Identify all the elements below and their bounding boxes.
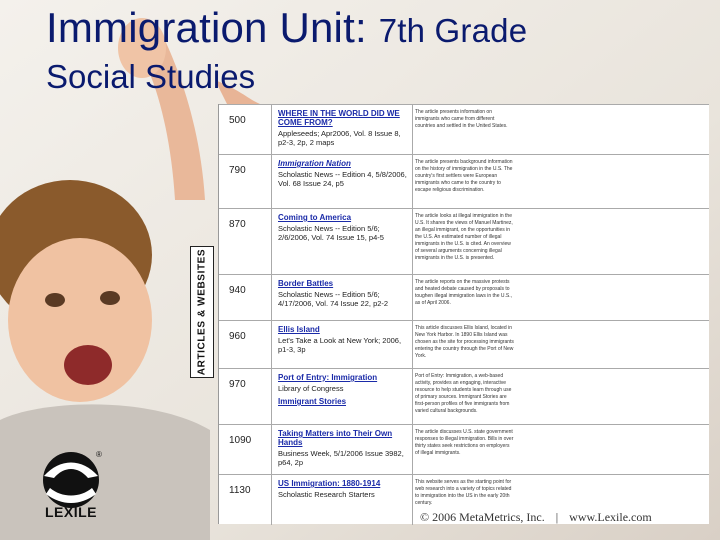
logo-text: LEXILE	[44, 504, 97, 520]
lexile-value: 960	[229, 331, 246, 342]
title-grade: 7th Grade	[378, 12, 528, 49]
article-link[interactable]: Immigrant Stories	[278, 397, 347, 406]
resource-cell	[271, 105, 413, 155]
table-row	[219, 368, 709, 425]
lexile-value: 1090	[229, 435, 252, 446]
page-subtitle: Social Studies	[46, 58, 256, 95]
resource-table	[218, 104, 709, 524]
lexile-value: 1130	[229, 485, 251, 496]
article-link[interactable]: Border Battles	[278, 279, 334, 288]
article-link[interactable]: Ellis Island	[278, 325, 320, 334]
article-source: Appleseeds; Apr2006, Vol. 8 Issue 8, p2-3, 2p, 2 maps	[278, 129, 401, 147]
table-row	[219, 208, 709, 275]
website-link[interactable]: www.Lexile.com	[569, 510, 652, 524]
article-description: The article looks at illegal immigration in the U.S. It shares the views of Manuel Martinez, an illegal immigrant, on the opportunities in the U.S. An estimated number of illegal immigrants in the U.S. is cited. An overview of several arguments concerning illegal immigrants in the U.S. is presented.	[415, 213, 513, 261]
copyright-text: © 2006 MetaMetrics, Inc.	[420, 510, 545, 524]
article-source: Library of Congress	[278, 384, 344, 393]
side-label-box	[190, 246, 214, 378]
resource-cell	[271, 425, 413, 475]
table-row	[219, 424, 709, 475]
article-description: The article presents information on immigrants who came from different countries and settled in the United States.	[415, 109, 508, 129]
article-link[interactable]: Coming to America	[278, 213, 352, 222]
article-description: The article presents background information on the history of immigration in the U.S. The country's first settlers were European immigrants who came to the country to escape religious discrimination.	[415, 159, 513, 193]
lexile-value: 970	[229, 379, 246, 390]
article-source: Business Week, 5/1/2006 Issue 3982, p64, 2p	[278, 449, 404, 467]
resource-cell	[271, 475, 413, 525]
table-row	[219, 154, 709, 209]
article-link[interactable]: Taking Matters into Their Own Hands	[278, 429, 393, 447]
article-description: Port of Entry: Immigration, a web-based activity, provides an engaging, interactive resource to help students learn through use of primary sources. Immigrant Stories are first-person profiles of five immigrants from varied cultural backgrounds.	[415, 373, 512, 414]
article-source: Let's Take a Look at New York; 2006, p1-3, 3p	[278, 336, 402, 354]
lexile-value: 870	[229, 219, 246, 230]
table-row	[219, 320, 709, 369]
footer	[420, 510, 652, 525]
registered-mark: ®	[96, 450, 102, 459]
resource-cell	[271, 209, 413, 275]
resource-cell	[271, 155, 413, 209]
table-row	[219, 104, 709, 155]
resource-cell	[271, 275, 413, 321]
lexile-value: 940	[229, 285, 246, 296]
title-main: Immigration Unit:	[46, 4, 367, 51]
resource-cell	[271, 369, 413, 425]
article-source: Scholastic News -- Edition 5/6; 2/6/2006, Vol. 74 Issue 15, p4-5	[278, 224, 384, 242]
article-link[interactable]: WHERE IN THE WORLD DID WE COME FROM?	[278, 109, 400, 127]
side-label: ARTICLES & WEBSITES	[196, 248, 208, 376]
footer-separator: |	[555, 510, 559, 524]
article-link[interactable]: Immigration Nation	[278, 159, 351, 168]
page-title	[46, 4, 527, 52]
lexile-value: 500	[229, 115, 246, 126]
lexile-value: 790	[229, 165, 246, 176]
article-source: Scholastic News -- Edition 5/6; 4/17/2006, Vol. 74 Issue 22, p2-2	[278, 290, 389, 308]
article-description: The article discusses U.S. state government responses to illegal immigration. Bills in over thirty states seek restrictions on employers of illegal immigrants.	[415, 429, 514, 456]
article-link[interactable]: US Immigration: 1880-1914	[278, 479, 381, 488]
table-row	[219, 274, 709, 321]
article-description: The article reports on the massive protests and heated debate caused by proposals to toughen illegal immigration laws in the U.S., as of April 2006.	[415, 279, 512, 306]
resource-cell	[271, 321, 413, 369]
article-link[interactable]: Port of Entry: Immigration	[278, 373, 378, 382]
article-description: This article discusses Ellis Island, located in New York Harbor. In 1890 Ellis Island was chosen as the site for processing immigrants entering the country through the Port of New York.	[415, 325, 514, 359]
article-source: Scholastic Research Starters	[278, 490, 375, 499]
article-description: This website serves as the starting point for web research into a variety of topics related to immigration into the US in the early 20th century.	[415, 479, 512, 506]
article-source: Scholastic News -- Edition 4, 5/8/2006, Vol. 68 Issue 24, p5	[278, 170, 407, 188]
